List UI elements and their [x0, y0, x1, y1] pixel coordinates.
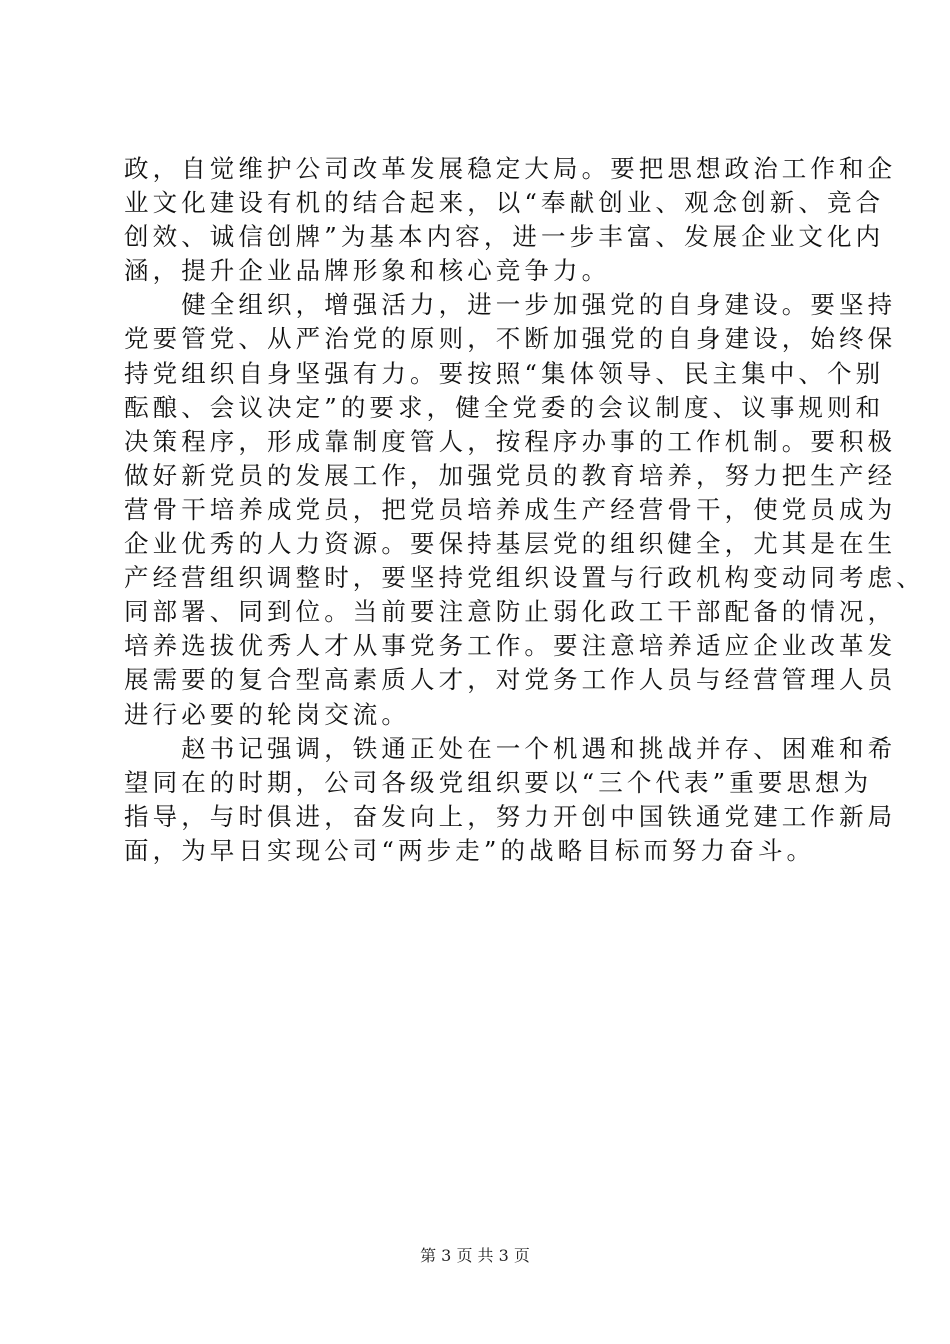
text-line: 决策程序，形成靠制度管人，按程序办事的工作机制。要积极 — [124, 426, 897, 456]
text-line: 持党组织自身坚强有力。要按照“集体领导、民主集中、个别 — [124, 358, 885, 388]
text-line: 望同在的时期，公司各级党组织要以“三个代表”重要思想为 — [124, 767, 873, 797]
text-line: 企业优秀的人力资源。要保持基层党的组织健全，尤其是在生 — [124, 529, 897, 559]
paragraph-3 — [124, 732, 897, 868]
paragraph-1 — [124, 152, 897, 288]
text-line: 酝酿、会议决定”的要求，健全党委的会议制度、议事规则和 — [124, 392, 885, 422]
text-line: 进行必要的轮岗交流。 — [124, 699, 410, 729]
text-line: 营骨干培养成党员，把党员培养成生产经营骨干，使党员成为 — [124, 494, 897, 524]
text-line: 指导，与时俱进，奋发向上，努力开创中国铁通党建工作新局 — [124, 801, 897, 831]
page-footer: 第 3 页 共 3 页 — [420, 1246, 530, 1265]
text-line: 健全组织，增强活力，进一步加强党的自身建设。要坚持 — [124, 290, 897, 320]
text-line: 党要管党、从严治党的原则，不断加强党的自身建设，始终保 — [124, 324, 897, 354]
text-line: 创效、诚信创牌”为基本内容，进一步丰富、发展企业文化内 — [124, 222, 885, 252]
paragraph-2 — [124, 288, 925, 731]
text-line: 做好新党员的发展工作，加强党员的教育培养，努力把生产经 — [124, 460, 897, 490]
text-line: 赵书记强调，铁通正处在一个机遇和挑战并存、困难和希 — [124, 733, 897, 763]
text-line: 业文化建设有机的结合起来，以“奉献创业、观念创新、竞合 — [124, 188, 885, 218]
text-line: 政，自觉维护公司改革发展稳定大局。要把思想政治工作和企 — [124, 154, 897, 183]
text-line: 面，为早日实现公司“两步走”的战略目标而努力奋斗。 — [124, 835, 816, 865]
body-text — [124, 152, 925, 868]
text-line: 产经营组织调整时，要坚持党组织设置与行政机构变动同考虑、 — [124, 563, 925, 593]
text-line: 展需要的复合型高素质人才，对党务工作人员与经营管理人员 — [124, 665, 897, 695]
text-line: 同部署、同到位。当前要注意防止弱化政工干部配备的情况， — [124, 597, 897, 627]
text-line: 培养选拔优秀人才从事党务工作。要注意培养适应企业改革发 — [124, 631, 897, 661]
text-line: 涵，提升企业品牌形象和核心竞争力。 — [124, 256, 611, 286]
